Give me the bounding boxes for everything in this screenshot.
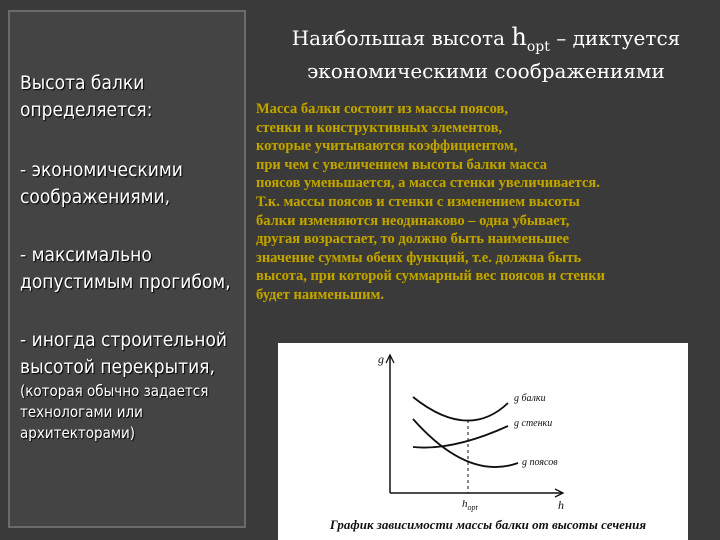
- left-text: [20, 70, 246, 444]
- left-line-3: - экономическими: [20, 159, 183, 181]
- curve-beam-label: g балки: [514, 393, 546, 404]
- body-line-6: Т.к. массы поясов и стенки с изменением высоты: [256, 193, 580, 210]
- title-part-2: – диктуется: [549, 26, 681, 50]
- title-h: h: [511, 23, 527, 51]
- left-line-9: (которая обычно задается: [20, 382, 209, 400]
- graph-caption: График зависимости массы балки от высоты сечения: [329, 517, 647, 532]
- title-part-1: Наибольшая высота: [291, 26, 512, 50]
- left-panel: [8, 10, 246, 528]
- y-axis-label: g: [378, 352, 384, 366]
- hopt-label: [462, 498, 479, 512]
- body-line-1: Масса балки состоит из массы поясов,: [256, 101, 508, 117]
- left-line-5: - максимально: [20, 244, 152, 266]
- curve-web-label: g стенки: [514, 418, 553, 429]
- slide-title: [258, 22, 714, 86]
- body-line-2: стенки и конструктивных элементов,: [256, 119, 503, 136]
- body-text: [256, 100, 720, 305]
- left-line-1: Высота балки: [20, 72, 145, 94]
- left-line-6: допустимым прогибом,: [20, 271, 231, 293]
- hopt-h: h: [462, 498, 468, 510]
- curve-web: [413, 426, 508, 448]
- x-axis-label: h: [558, 498, 564, 512]
- title-sub: opt: [526, 39, 550, 55]
- curve-flanges: [413, 419, 518, 467]
- curve-beam: [413, 397, 508, 421]
- body-line-11: будет наименьшим.: [256, 286, 384, 303]
- left-line-4: соображениями,: [20, 186, 171, 208]
- hopt-sub: opt: [467, 503, 478, 512]
- body-line-8: другая возрастает, то должно быть наименьшее: [256, 231, 570, 248]
- left-line-10: технологами или: [20, 403, 143, 421]
- body-line-4: при чем с увеличением высоты балки масса: [256, 156, 547, 173]
- graph-svg: [278, 343, 688, 540]
- body-line-10: высота, при которой суммарный вес поясов и стенки: [256, 268, 605, 285]
- graph-figure: [278, 343, 688, 540]
- body-line-7: балки изменяются неодинаково – одна убывает,: [256, 212, 570, 229]
- left-line-8: высотой перекрытия,: [20, 356, 215, 378]
- curve-flanges-label: g поясов: [522, 457, 558, 468]
- body-line-9: значение суммы обеих функций, т.е. должна быть: [256, 249, 582, 266]
- body-line-3: которые учитываются коэффициентом,: [256, 138, 518, 155]
- title-line-2: экономическими соображениями: [307, 59, 665, 83]
- left-line-2: определяется:: [20, 99, 153, 121]
- left-line-11: архитекторами): [20, 424, 136, 442]
- body-line-5: поясов уменьшается, а масса стенки увеличивается.: [256, 175, 600, 192]
- left-line-7: - иногда строительной: [20, 329, 228, 351]
